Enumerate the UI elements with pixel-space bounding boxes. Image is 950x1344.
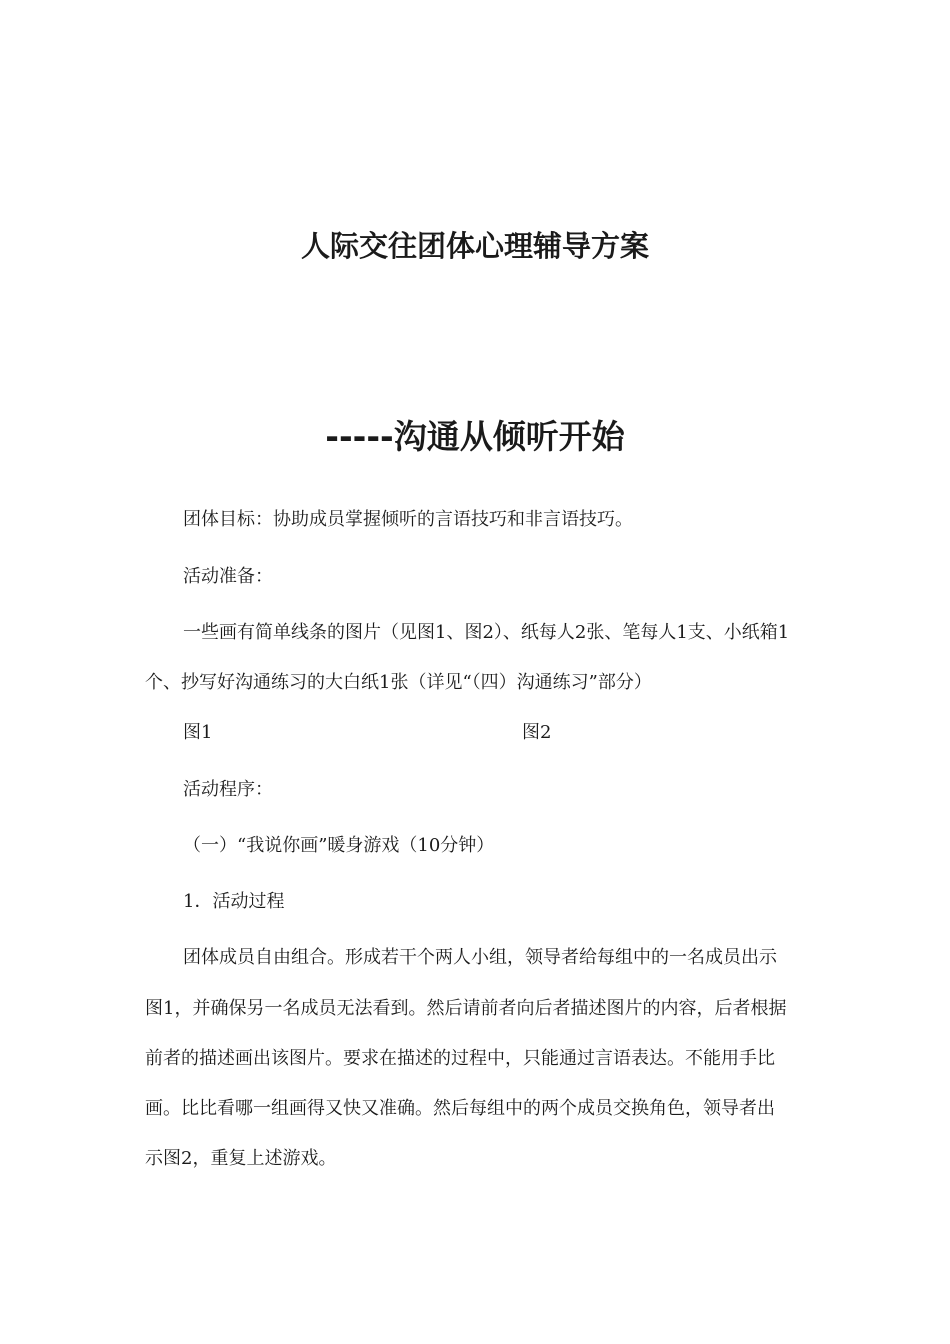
paragraph-line-4: 画。比比看哪一组画得又快又准确。然后每组中的两个成员交换角色，领导者出 xyxy=(145,1098,775,1119)
program-heading: 活动程序： xyxy=(183,779,273,800)
paragraph-line-1: 团体成员自由组合。形成若干个两人小组，领导者给每组中的一名成员出示 xyxy=(183,947,777,968)
document-title: 人际交往团体心理辅导方案 xyxy=(300,229,649,263)
prep-text-line-2: 个、抄写好沟通练习的大白纸1张（详见“（四）沟通练习”部分） xyxy=(145,672,652,693)
group-goal: 团体目标：协助成员掌握倾听的言语技巧和非言语技巧。 xyxy=(183,509,633,530)
prep-heading: 活动准备： xyxy=(183,566,273,587)
paragraph-line-3: 前者的描述画出该图片。要求在描述的过程中，只能通过言语表达。不能用手比 xyxy=(145,1048,775,1069)
section-1-heading: （一）“我说你画”暖身游戏（10分钟） xyxy=(183,835,495,856)
figure-2-label: 图2 xyxy=(522,722,552,743)
prep-text-line-1: 一些画有简单线条的图片（见图1、图2）、纸每人2张、笔每人1支、小纸箱1 xyxy=(183,622,790,643)
document-subtitle: -----沟通从倾听开始 xyxy=(325,417,625,456)
paragraph-line-2: 图1，并确保另一名成员无法看到。然后请前者向后者描述图片的内容，后者根据 xyxy=(145,998,787,1019)
paragraph-line-5: 示图2，重复上述游戏。 xyxy=(145,1148,337,1169)
subsection-1-heading: 1．活动过程 xyxy=(183,891,285,912)
figure-1-label: 图1 xyxy=(183,722,213,743)
